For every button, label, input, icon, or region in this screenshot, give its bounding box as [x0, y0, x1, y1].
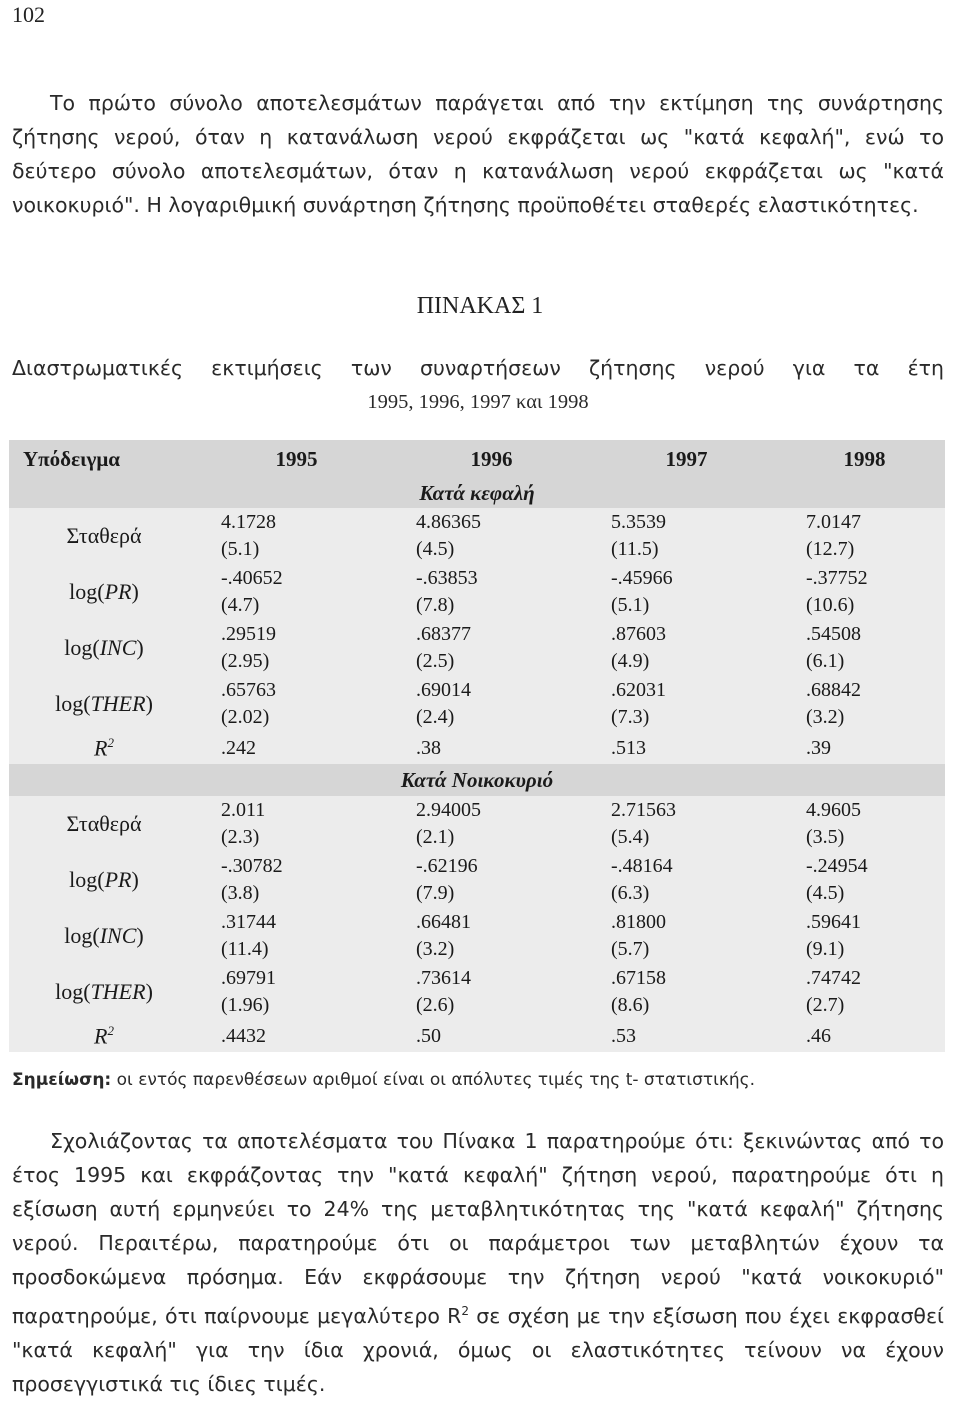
- value-cell: [784, 796, 945, 852]
- header-model: Υπόδειγμα: [9, 440, 199, 478]
- value-cell: [199, 852, 394, 908]
- r2-row: [9, 1020, 945, 1052]
- t-statistic: (3.5): [806, 826, 845, 848]
- table-caption-line2: 1995, 1996, 1997 και 1998: [367, 391, 589, 413]
- value-cell: [589, 796, 784, 852]
- header-year: 1995: [199, 440, 394, 478]
- coefficient: -.30782: [221, 855, 283, 877]
- value-cell: [199, 508, 394, 564]
- value-cell: [394, 796, 589, 852]
- section-row: [9, 764, 945, 796]
- value-cell: [589, 564, 784, 620]
- table-row: [9, 964, 945, 1020]
- coefficient: .29519: [221, 623, 276, 645]
- t-statistic: (2.6): [416, 994, 455, 1016]
- coefficient: 7.0147: [806, 511, 861, 533]
- row-label-variable: PR: [104, 867, 132, 892]
- value-cell: [394, 852, 589, 908]
- coefficient: .59641: [806, 911, 861, 933]
- coefficient: .31744: [221, 911, 276, 933]
- table-row: [9, 796, 945, 852]
- table-row: [9, 564, 945, 620]
- coefficient: .81800: [611, 911, 666, 933]
- row-label-variable: THER: [90, 979, 146, 1004]
- r2-letter: R: [94, 1023, 108, 1049]
- r2-superscript: 2: [107, 734, 114, 750]
- row-label-prefix: log(: [69, 579, 105, 604]
- row-label-suffix: ): [145, 979, 153, 1004]
- value-cell: [784, 908, 945, 964]
- r2-value: .39: [784, 732, 945, 764]
- coefficient: -.63853: [416, 567, 478, 589]
- table-row: [9, 908, 945, 964]
- row-label-prefix: log(: [64, 923, 100, 948]
- table-title: ΠΙΝΑΚΑΣ 1: [416, 293, 544, 319]
- t-statistic: (2.7): [806, 994, 845, 1016]
- value-cell: [784, 964, 945, 1020]
- row-label-suffix: ): [131, 579, 139, 604]
- value-cell: [199, 620, 394, 676]
- t-statistic: (2.1): [416, 826, 455, 848]
- t-statistic: (6.1): [806, 650, 845, 672]
- row-label-prefix: log(: [69, 867, 105, 892]
- coefficient: 4.1728: [221, 511, 276, 533]
- coefficient: -.37752: [806, 567, 868, 589]
- r2-value: .242: [199, 732, 394, 764]
- table-note: [12, 1070, 755, 1090]
- t-statistic: (2.4): [416, 706, 455, 728]
- header-year: 1996: [394, 440, 589, 478]
- section-title: Κατά Νοικοκυριό: [9, 764, 945, 796]
- t-statistic: (5.7): [611, 938, 650, 960]
- header-year: 1998: [784, 440, 945, 478]
- discussion-r2-sup: 2: [461, 1304, 470, 1318]
- value-cell: [589, 676, 784, 732]
- page-number: 102: [12, 2, 45, 27]
- coefficient: .65763: [221, 679, 276, 701]
- r2-value: .53: [589, 1020, 784, 1052]
- value-cell: [589, 964, 784, 1020]
- r2-value: .513: [589, 732, 784, 764]
- value-cell: [199, 908, 394, 964]
- coefficient: .62031: [611, 679, 666, 701]
- r2-value: .50: [394, 1020, 589, 1052]
- header-year: 1997: [589, 440, 784, 478]
- t-statistic: (5.1): [611, 594, 650, 616]
- value-cell: [394, 508, 589, 564]
- t-statistic: (5.4): [611, 826, 650, 848]
- value-cell: [394, 620, 589, 676]
- row-label-variable: INC: [99, 635, 137, 660]
- coefficient: -.48164: [611, 855, 673, 877]
- coefficient: .68842: [806, 679, 861, 701]
- t-statistic: (3.2): [416, 938, 455, 960]
- coefficient: 2.94005: [416, 799, 481, 821]
- t-statistic: (2.5): [416, 650, 455, 672]
- r2-value: .46: [784, 1020, 945, 1052]
- row-label: [9, 908, 199, 964]
- row-label: [9, 564, 199, 620]
- row-label: [9, 676, 199, 732]
- value-cell: [394, 908, 589, 964]
- coefficient: 4.86365: [416, 511, 481, 533]
- coefficient: 5.3539: [611, 511, 666, 533]
- row-label-prefix: log(: [64, 635, 100, 660]
- t-statistic: (3.8): [221, 882, 260, 904]
- coefficient: -.24954: [806, 855, 868, 877]
- table-header-row: [9, 440, 945, 478]
- t-statistic: (7.3): [611, 706, 650, 728]
- row-label: Σταθερά: [9, 796, 199, 852]
- row-label: Σταθερά: [9, 508, 199, 564]
- t-statistic: (4.5): [416, 538, 455, 560]
- coefficient: .87603: [611, 623, 666, 645]
- value-cell: [784, 508, 945, 564]
- row-label-variable: THER: [90, 691, 146, 716]
- value-cell: [199, 564, 394, 620]
- r2-value: .38: [394, 732, 589, 764]
- coefficient: .69014: [416, 679, 471, 701]
- value-cell: [199, 964, 394, 1020]
- section-title: Κατά κεφαλή: [9, 478, 945, 508]
- t-statistic: (11.5): [611, 538, 659, 560]
- value-cell: [784, 676, 945, 732]
- value-cell: [784, 620, 945, 676]
- r2-superscript: 2: [107, 1022, 114, 1038]
- r2-letter: R: [94, 735, 108, 761]
- discussion-text-2: σε σχέση με την εξίσωση που έχει εκφρασθεί "κατά κεφαλή" για την ίδια χρονιά, όμως οι ελαστικότητες τείνουν να έχουν προσεγγιστικά τις ίδιες τιμές.: [12, 1303, 944, 1396]
- coefficient: .74742: [806, 967, 861, 989]
- r2-row: [9, 732, 945, 764]
- t-statistic: (4.5): [806, 882, 845, 904]
- r2-label: [9, 732, 199, 764]
- row-label-suffix: ): [136, 635, 144, 660]
- value-cell: [394, 564, 589, 620]
- row-label-suffix: ): [131, 867, 139, 892]
- table-caption: [12, 351, 944, 419]
- coefficient: 4.9605: [806, 799, 861, 821]
- coefficient: .67158: [611, 967, 666, 989]
- results-table: [9, 440, 945, 1052]
- row-label-prefix: log(: [55, 979, 91, 1004]
- coefficient: -.62196: [416, 855, 478, 877]
- value-cell: [199, 676, 394, 732]
- coefficient: 2.71563: [611, 799, 676, 821]
- coefficient: -.45966: [611, 567, 673, 589]
- t-statistic: (4.9): [611, 650, 650, 672]
- row-label-prefix: log(: [55, 691, 91, 716]
- coefficient: .66481: [416, 911, 471, 933]
- t-statistic: (6.3): [611, 882, 650, 904]
- coefficient: .73614: [416, 967, 471, 989]
- value-cell: [394, 964, 589, 1020]
- row-label-variable: INC: [99, 923, 137, 948]
- r2-label: [9, 1020, 199, 1052]
- t-statistic: (12.7): [806, 538, 855, 560]
- row-label: [9, 964, 199, 1020]
- value-cell: [589, 508, 784, 564]
- row-label: [9, 852, 199, 908]
- value-cell: [589, 852, 784, 908]
- table-row: [9, 508, 945, 564]
- row-label-variable: PR: [104, 579, 132, 604]
- note-text: οι εντός παρενθέσεων αριθμοί είναι οι απόλυτες τιμές της t- στατιστικής.: [111, 1070, 756, 1090]
- t-statistic: (4.7): [221, 594, 260, 616]
- coefficient: .54508: [806, 623, 861, 645]
- value-cell: [784, 852, 945, 908]
- value-cell: [784, 564, 945, 620]
- table-row: [9, 620, 945, 676]
- t-statistic: (2.3): [221, 826, 260, 848]
- coefficient: -.40652: [221, 567, 283, 589]
- value-cell: [199, 796, 394, 852]
- t-statistic: (9.1): [806, 938, 845, 960]
- discussion-paragraph: [12, 1124, 944, 1401]
- row-label: [9, 620, 199, 676]
- section-row: [9, 478, 945, 508]
- t-statistic: (2.95): [221, 650, 270, 672]
- t-statistic: (7.8): [416, 594, 455, 616]
- coefficient: .69791: [221, 967, 276, 989]
- value-cell: [394, 676, 589, 732]
- intro-text: Το πρώτο σύνολο αποτελεσμάτων παράγεται από την εκτίμηση της συνάρτησης ζήτησης νερού, όταν η κατανάλωση νερού εκφράζεται ως "κατά κεφαλή", ενώ το δεύτερο σύνολο αποτελεσμάτων, όταν η κατανάλωση νερού εκφράζεται ως "κατά νοικοκυριό". Η λογαριθμική συνάρτηση ζήτησης προϋποθέτει σταθερές ελαστικότητες.: [12, 91, 944, 217]
- table-row: [9, 852, 945, 908]
- t-statistic: (1.96): [221, 994, 270, 1016]
- t-statistic: (10.6): [806, 594, 855, 616]
- r2-value: .4432: [199, 1020, 394, 1052]
- t-statistic: (3.2): [806, 706, 845, 728]
- discussion-text-1: Σχολιάζοντας τα αποτελέσματα του Πίνακα 1 παρατηρούμε ότι: ξεκινώντας από το έτος 1995 και εκφράζοντας την "κατά κεφαλή" ζήτηση νερού, παρατηρούμε ότι η εξίσωση αυτή ερμηνεύει το 24% της μεταβλητικότητας της "κατά κεφαλή" ζήτησης νερού. Περαιτέρω, παρατηρούμε ότι οι παράμετροι των μεταβλητών έχουν τα προσδοκώμενα πρόσημα. Εάν εκφράσουμε την ζήτηση νερού "κατά νοικοκυριό" παρατηρούμε, ότι παίρνουμε μεγαλύτερο R: [12, 1129, 944, 1328]
- coefficient: .68377: [416, 623, 471, 645]
- t-statistic: (2.02): [221, 706, 270, 728]
- table-row: [9, 676, 945, 732]
- t-statistic: (7.9): [416, 882, 455, 904]
- row-label-suffix: ): [145, 691, 153, 716]
- value-cell: [589, 908, 784, 964]
- t-statistic: (5.1): [221, 538, 260, 560]
- note-label: Σημείωση:: [12, 1070, 112, 1090]
- row-label-suffix: ): [136, 923, 144, 948]
- table-caption-line1: Διαστρωματικές εκτιμήσεις των συναρτήσεων ζήτησης νερού για τα έτη: [12, 356, 944, 380]
- value-cell: [589, 620, 784, 676]
- coefficient: 2.011: [221, 799, 266, 821]
- intro-paragraph: [12, 86, 944, 222]
- t-statistic: (8.6): [611, 994, 650, 1016]
- t-statistic: (11.4): [221, 938, 269, 960]
